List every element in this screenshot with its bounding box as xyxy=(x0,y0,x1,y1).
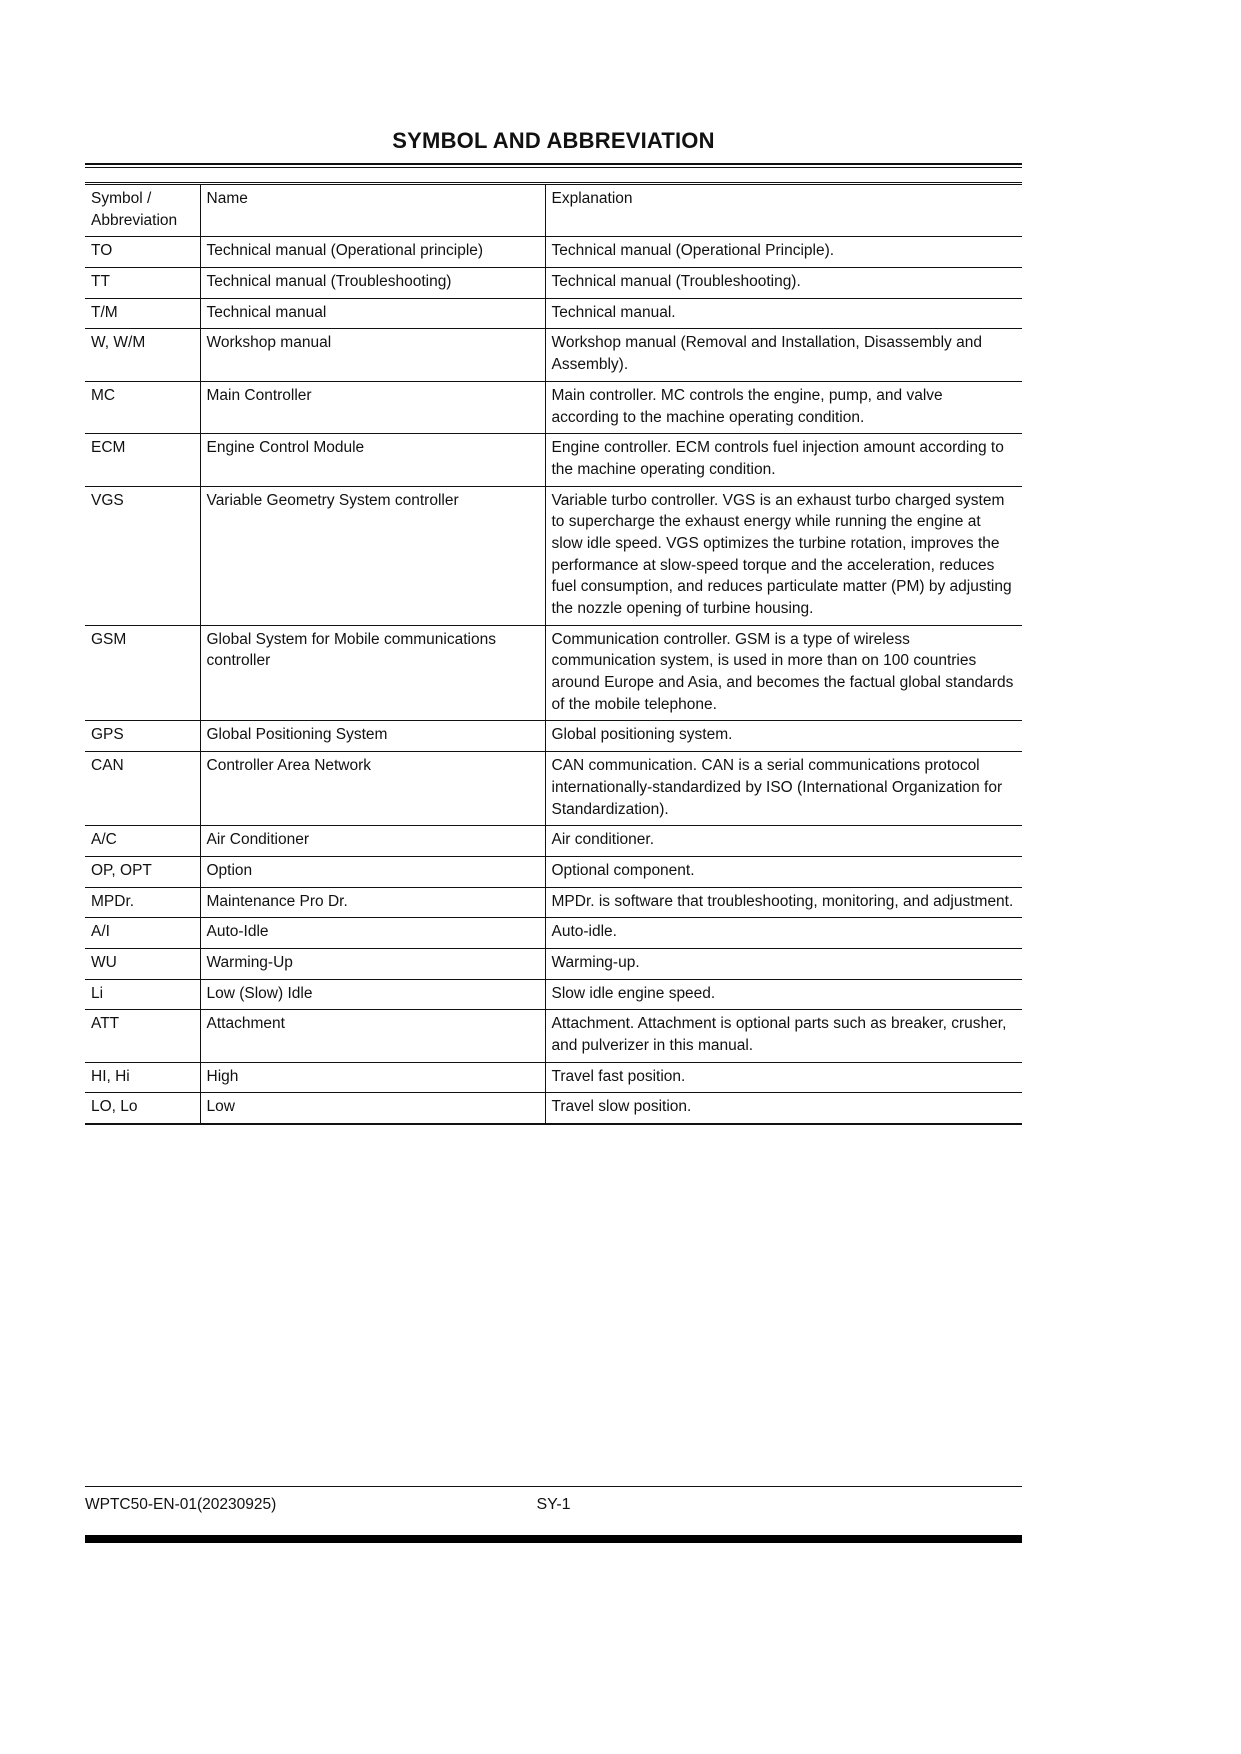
cell-name: Low (Slow) Idle xyxy=(200,979,545,1010)
cell-symbol: Li xyxy=(85,979,200,1010)
footer-row xyxy=(85,1487,1022,1515)
cell-symbol: OP, OPT xyxy=(85,856,200,887)
table-row xyxy=(85,434,1022,486)
cell-explanation: Warming-up. xyxy=(545,948,1022,979)
cell-name: Global System for Mobile communications controller xyxy=(200,625,545,721)
title-rule xyxy=(85,163,1022,168)
document-page xyxy=(85,128,1022,1125)
cell-name: Engine Control Module xyxy=(200,434,545,486)
header-name: Name xyxy=(200,184,545,237)
cell-symbol: TT xyxy=(85,268,200,299)
cell-explanation: CAN communication. CAN is a serial communications protocol internationally-standardized by ISO (International Organization for Standardization). xyxy=(545,752,1022,826)
cell-name: Technical manual (Operational principle) xyxy=(200,237,545,268)
table-row xyxy=(85,887,1022,918)
cell-explanation: MPDr. is software that troubleshooting, monitoring, and adjustment. xyxy=(545,887,1022,918)
cell-explanation: Slow idle engine speed. xyxy=(545,979,1022,1010)
cell-name: Controller Area Network xyxy=(200,752,545,826)
header-explanation: Explanation xyxy=(545,184,1022,237)
cell-symbol: T/M xyxy=(85,298,200,329)
cell-explanation: Communication controller. GSM is a type of wireless communication system, is used in more than on 100 countries around Europe and Asia, and becomes the factual global standards of the mobile telephone. xyxy=(545,625,1022,721)
cell-symbol: A/C xyxy=(85,826,200,857)
cell-explanation: Travel slow position. xyxy=(545,1093,1022,1124)
cell-name: Technical manual (Troubleshooting) xyxy=(200,268,545,299)
cell-name: Global Positioning System xyxy=(200,721,545,752)
cell-explanation: Global positioning system. xyxy=(545,721,1022,752)
cell-name: Technical manual xyxy=(200,298,545,329)
table-row xyxy=(85,721,1022,752)
cell-explanation: Travel fast position. xyxy=(545,1062,1022,1093)
footer-page-number: SY-1 xyxy=(536,1496,571,1513)
cell-symbol: ATT xyxy=(85,1010,200,1062)
cell-symbol: LO, Lo xyxy=(85,1093,200,1124)
cell-name: Maintenance Pro Dr. xyxy=(200,887,545,918)
cell-symbol: MPDr. xyxy=(85,887,200,918)
cell-symbol: A/I xyxy=(85,918,200,949)
cell-explanation: Attachment. Attachment is optional parts such as breaker, crusher, and pulverizer in this manual. xyxy=(545,1010,1022,1062)
table-header-row xyxy=(85,184,1022,237)
cell-explanation: Engine controller. ECM controls fuel injection amount according to the machine operating condition. xyxy=(545,434,1022,486)
cell-symbol: W, W/M xyxy=(85,329,200,381)
cell-name: Variable Geometry System controller xyxy=(200,486,545,625)
page-title: SYMBOL AND ABBREVIATION xyxy=(392,128,715,153)
cell-symbol: VGS xyxy=(85,486,200,625)
table-row xyxy=(85,268,1022,299)
table-row xyxy=(85,752,1022,826)
cell-explanation: Auto-idle. xyxy=(545,918,1022,949)
cell-symbol: GPS xyxy=(85,721,200,752)
cell-explanation: Main controller. MC controls the engine, pump, and valve according to the machine operating condition. xyxy=(545,381,1022,433)
table-row xyxy=(85,381,1022,433)
cell-symbol: MC xyxy=(85,381,200,433)
cell-symbol: ECM xyxy=(85,434,200,486)
table-row xyxy=(85,948,1022,979)
cell-explanation: Technical manual (Operational Principle). xyxy=(545,237,1022,268)
table-row xyxy=(85,298,1022,329)
cell-explanation: Technical manual. xyxy=(545,298,1022,329)
cell-name: Air Conditioner xyxy=(200,826,545,857)
table-body xyxy=(85,237,1022,1124)
cell-explanation: Air conditioner. xyxy=(545,826,1022,857)
cell-explanation: Optional component. xyxy=(545,856,1022,887)
cell-explanation: Variable turbo controller. VGS is an exhaust turbo charged system to supercharge the exhaust energy while running the engine at slow idle speed. VGS optimizes the turbine rotation, improves the performance at slow-speed torque and the acceleration, reduces fuel consumption, and reduces particulate matter (PM) by adjusting the nozzle opening of turbine housing. xyxy=(545,486,1022,625)
header-symbol-abbreviation: Symbol / Abbreviation xyxy=(85,184,200,237)
bottom-bar xyxy=(85,1535,1022,1543)
page-footer xyxy=(85,1486,1022,1543)
table-row xyxy=(85,486,1022,625)
table-row xyxy=(85,826,1022,857)
cell-name: Main Controller xyxy=(200,381,545,433)
cell-symbol: HI, Hi xyxy=(85,1062,200,1093)
cell-name: Workshop manual xyxy=(200,329,545,381)
table-row xyxy=(85,237,1022,268)
table-row xyxy=(85,918,1022,949)
cell-symbol: CAN xyxy=(85,752,200,826)
cell-symbol: WU xyxy=(85,948,200,979)
table-row xyxy=(85,1062,1022,1093)
cell-symbol: GSM xyxy=(85,625,200,721)
table-row xyxy=(85,1010,1022,1062)
cell-explanation: Technical manual (Troubleshooting). xyxy=(545,268,1022,299)
cell-name: Attachment xyxy=(200,1010,545,1062)
cell-explanation: Workshop manual (Removal and Installation, Disassembly and Assembly). xyxy=(545,329,1022,381)
abbreviation-table xyxy=(85,182,1022,1125)
cell-symbol: TO xyxy=(85,237,200,268)
table-row xyxy=(85,625,1022,721)
cell-name: Warming-Up xyxy=(200,948,545,979)
cell-name: Low xyxy=(200,1093,545,1124)
cell-name: Option xyxy=(200,856,545,887)
table-row xyxy=(85,1093,1022,1124)
footer-doc-code: WPTC50-EN-01(20230925) xyxy=(85,1496,277,1513)
cell-name: High xyxy=(200,1062,545,1093)
table-row xyxy=(85,856,1022,887)
cell-name: Auto-Idle xyxy=(200,918,545,949)
table-row xyxy=(85,329,1022,381)
table-row xyxy=(85,979,1022,1010)
